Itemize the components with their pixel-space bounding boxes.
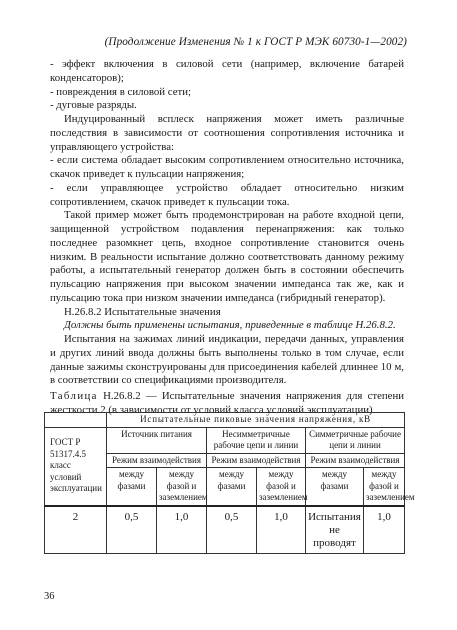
subcolumn-header: между фазой и заземлением xyxy=(364,468,405,506)
table-cell: 0,5 xyxy=(207,506,257,554)
row-header-cell: ГОСТ Р 51317.4.5 класс условий эксплуатации xyxy=(45,427,107,506)
table-cell: Испытания не проводят xyxy=(306,506,364,554)
body-text xyxy=(50,58,404,418)
table-row xyxy=(45,506,405,554)
table-cell: 1,0 xyxy=(364,506,405,554)
running-header: (Продолжение Изменения № 1 к ГОСТ Р МЭК 60730-1—2002) xyxy=(104,36,407,48)
paragraph: Такой пример может быть продемонстрирован на работе входной цепи, защищенной устройством подавления перенапряжения: как только последнее разомкнет цепь, входное сопротивление становится очень низким. В реальности испытание должно соответствовать данному режиму работы, а испытательный генератор должен быть в состоянии обеспечить пульсацию напряжения при высоком значении импеданса так же, как и пульсацию тока при низком значении импеданса (гибридный генератор). xyxy=(50,209,404,304)
table-caption-prefix: Таблица xyxy=(50,390,98,402)
subcolumn-header: между фазой и заземлением xyxy=(257,468,306,506)
mode-header: Режим взаимодействия xyxy=(306,453,405,468)
paragraph: - эффект включения в силовой сети (например, включение батарей конденсаторов); xyxy=(50,58,404,84)
paragraph: - дуговые разряды. xyxy=(50,99,137,112)
paragraph: - повреждения в силовой сети; xyxy=(50,85,191,98)
table-cell: 1,0 xyxy=(257,506,306,554)
subcolumn-header: между фазами xyxy=(107,468,157,506)
paragraph: - если управляющее устройство обладает относительно низким сопротивлением, скачок приведет к пульсации тока. xyxy=(50,181,404,208)
group-header: Несимметричные рабочие цепи и линии xyxy=(207,427,306,453)
table-cell: 1,0 xyxy=(157,506,207,554)
subcolumn-header: между фазами xyxy=(306,468,364,506)
test-values-table xyxy=(44,412,415,554)
section-heading: Н.26.8.2 Испытательные значения xyxy=(64,305,221,318)
table-cell: 2 xyxy=(45,506,107,554)
mode-header: Режим взаимодействия xyxy=(107,453,207,468)
paragraph: - если система обладает высоким сопротивлением относительно источника, скачок приведет к пульсации напряжения; xyxy=(50,154,404,180)
page-number: 36 xyxy=(44,591,55,602)
group-header: Симметричные рабочие цепи и линии xyxy=(306,427,405,453)
table-top-header: Испытательные пиковые значения напряжения, кВ xyxy=(107,413,405,428)
paragraph: Должны быть применены испытания, приведенные в таблице Н.26.8.2. xyxy=(64,319,396,332)
group-header: Источник питания xyxy=(107,427,207,453)
mode-header: Режим взаимодействия xyxy=(207,453,306,468)
paragraph: Испытания на зажимах линий индикации, передачи данных, управления и других линий ввода должны быть выполнены только в том случае, если данные зажимы сконструированы для присоединения кабелей длиннее 10 м, в соответствии со спецификациями производителя. xyxy=(50,333,404,387)
table-caption-text: Н.26.8.2 — Испытательные значения напряжения для степени жесткости 2 (в зависимости от условий класса условий эксплуатации) xyxy=(50,390,404,416)
paragraph: Индуцированный всплеск напряжения может иметь различные последствия в зависимости от соотношения сопротивления источника и управляющего устройства: xyxy=(50,113,404,153)
table-cell: 0,5 xyxy=(107,506,157,554)
subcolumn-header: между фазами xyxy=(207,468,257,506)
subcolumn-header: между фазой и заземлением xyxy=(157,468,207,506)
